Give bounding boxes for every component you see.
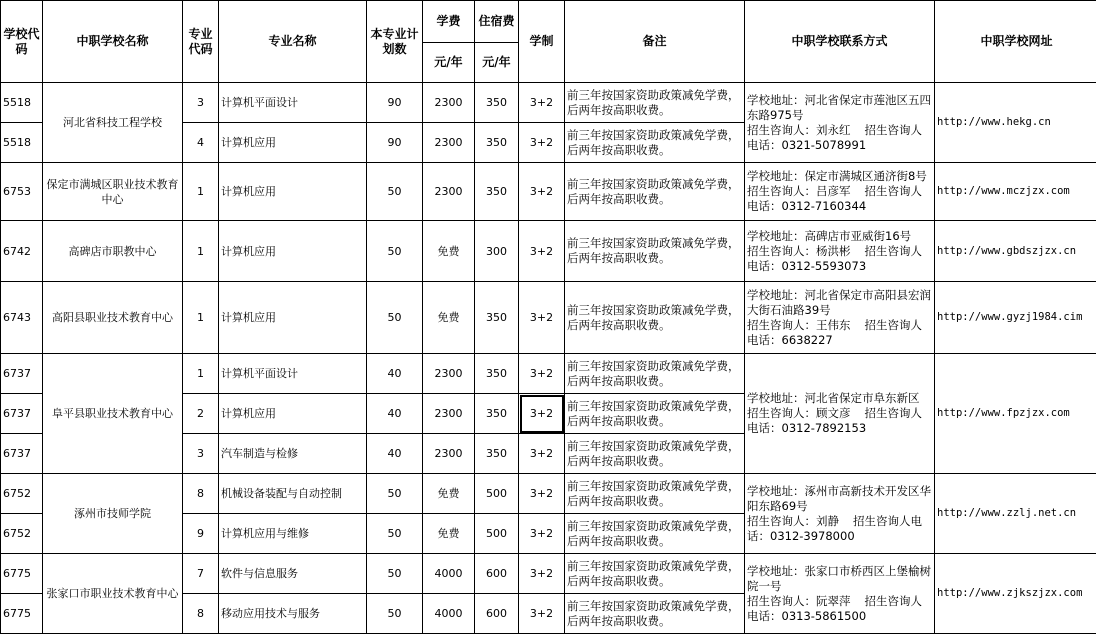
cell-lodging[interactable]: 350 <box>475 83 519 123</box>
contact-phone-label[interactable]: 招生咨询人电话： <box>747 317 922 347</box>
cell-length[interactable]: 3+2 <box>519 554 565 594</box>
contact-phone[interactable]: 0321-5078991 <box>781 137 867 152</box>
contact-address[interactable]: 学校地址：河北省保定市莲池区五四东路975号 <box>747 92 931 122</box>
header-lodging[interactable]: 住宿费 <box>475 1 519 43</box>
cell-note[interactable]: 前三年按国家资助政策减免学费，后两年按高职收费。 <box>565 554 745 594</box>
cell-length[interactable]: 3+2 <box>519 514 565 554</box>
cell-tuition[interactable]: 2300 <box>423 163 475 221</box>
header-major-name[interactable]: 专业名称 <box>219 1 367 83</box>
cell-school-code[interactable]: 6752 <box>1 474 43 514</box>
cell-tuition[interactable]: 4000 <box>423 554 475 594</box>
contact-address[interactable]: 学校地址：河北省保定市阜东新区 <box>747 391 920 405</box>
cell-plan[interactable]: 50 <box>367 163 423 221</box>
cell-contact[interactable] <box>745 163 935 221</box>
cell-school-code[interactable]: 6753 <box>1 163 43 221</box>
contact-person[interactable] <box>747 184 932 214</box>
cell-plan[interactable]: 40 <box>367 434 423 474</box>
cell-major-name[interactable]: 计算机应用与维修 <box>219 514 367 554</box>
contact-phone-label[interactable]: 招生咨询人电话： <box>747 406 922 435</box>
contact-person-name[interactable]: 招生咨询人：吕彦军 <box>747 184 851 198</box>
contact-phone[interactable]: 0312-3978000 <box>770 528 855 543</box>
cell-school-code[interactable]: 6737 <box>1 394 43 434</box>
cell-major-name[interactable]: 计算机应用 <box>219 394 367 434</box>
contact-person-name[interactable]: 招生咨询人：刘永红 <box>747 122 851 137</box>
cell-tuition[interactable]: 免费 <box>423 474 475 514</box>
cell-tuition[interactable]: 2300 <box>423 434 475 474</box>
contact-person[interactable] <box>747 514 932 544</box>
cell-major-name[interactable]: 机械设备装配与自动控制 <box>219 474 367 514</box>
cell-major-name[interactable]: 计算机平面设计 <box>219 83 367 123</box>
contact-person-name[interactable]: 招生咨询人：王伟东 <box>747 317 851 332</box>
contact-person-name[interactable]: 招生咨询人：阮翠萍 <box>747 593 851 608</box>
cell-plan[interactable]: 50 <box>367 221 423 282</box>
table-row <box>1 221 1096 282</box>
contact-phone[interactable]: 0312-7892153 <box>781 421 867 435</box>
cell-tuition[interactable]: 免费 <box>423 282 475 354</box>
contact-phone[interactable]: 6638227 <box>781 332 833 347</box>
header-tuition[interactable]: 学费 <box>423 1 475 43</box>
cell-major-code[interactable]: 1 <box>183 163 219 221</box>
cell-plan[interactable]: 90 <box>367 123 423 163</box>
header-note[interactable]: 备注 <box>565 1 745 83</box>
cell-school-name[interactable]: 高碑店市职教中心 <box>43 221 183 282</box>
contact-phone[interactable]: 0312-7160344 <box>781 199 867 213</box>
cell-major-code[interactable]: 9 <box>183 514 219 554</box>
cell-major-code[interactable]: 3 <box>183 434 219 474</box>
cell-note[interactable]: 前三年按国家资助政策减免学费，后两年按高职收费。 <box>565 394 745 434</box>
cell-website[interactable]: http://www.gbdszjzx.cn <box>935 221 1096 282</box>
cell-tuition[interactable]: 免费 <box>423 514 475 554</box>
cell-school-code[interactable]: 5518 <box>1 83 43 123</box>
cell-plan[interactable]: 50 <box>367 554 423 594</box>
cell-major-name[interactable]: 软件与信息服务 <box>219 554 367 594</box>
table-row <box>1 354 1096 394</box>
table-row <box>1 83 1096 123</box>
header-contact[interactable]: 中职学校联系方式 <box>745 1 935 83</box>
cell-lodging[interactable]: 500 <box>475 514 519 554</box>
cell-major-code[interactable]: 8 <box>183 474 219 514</box>
contact-person-name[interactable]: 招生咨询人：刘静 <box>747 513 839 528</box>
cell-tuition[interactable]: 2300 <box>423 394 475 434</box>
cell-tuition[interactable]: 4000 <box>423 594 475 634</box>
cell-tuition[interactable]: 2300 <box>423 83 475 123</box>
cell-major-name[interactable]: 计算机平面设计 <box>219 354 367 394</box>
cell-school-code[interactable]: 6742 <box>1 221 43 282</box>
cell-school-name[interactable]: 高阳县职业技术教育中心 <box>43 282 183 354</box>
contact-address[interactable]: 学校地址：张家口市桥西区上堡榆树院一号 <box>747 563 931 593</box>
contact-phone[interactable]: 0313-5861500 <box>781 608 867 623</box>
contact-address[interactable]: 学校地址：河北省保定市高阳县宏润大街石油路39号 <box>747 287 931 317</box>
cell-tuition[interactable]: 2300 <box>423 123 475 163</box>
cell-website[interactable]: http://www.zzlj.net.cn <box>935 474 1096 554</box>
cell-major-name[interactable]: 计算机应用 <box>219 221 367 282</box>
cell-note[interactable]: 前三年按国家资助政策减免学费，后两年按高职收费。 <box>565 354 745 394</box>
cell-lodging[interactable]: 600 <box>475 594 519 634</box>
cell-contact[interactable] <box>745 474 935 554</box>
cell-length[interactable]: 3+2 <box>519 83 565 123</box>
cell-major-name[interactable]: 计算机应用 <box>219 282 367 354</box>
cell-website[interactable]: http://www.mczjzx.com <box>935 163 1096 221</box>
cell-note[interactable]: 前三年按国家资助政策减免学费，后两年按高职收费。 <box>565 221 745 282</box>
contact-person[interactable] <box>747 318 932 348</box>
cell-school-code[interactable]: 5518 <box>1 123 43 163</box>
header-school-code[interactable]: 学校代码 <box>1 1 43 83</box>
cell-plan[interactable]: 50 <box>367 594 423 634</box>
contact-person[interactable] <box>747 594 932 624</box>
cell-note[interactable]: 前三年按国家资助政策减免学费，后两年按高职收费。 <box>565 594 745 634</box>
cell-contact[interactable] <box>745 221 935 282</box>
cell-major-code[interactable]: 8 <box>183 594 219 634</box>
cell-length[interactable]: 3+2 <box>519 434 565 474</box>
cell-major-code[interactable]: 1 <box>183 221 219 282</box>
cell-length[interactable]: 3+2 <box>519 394 565 434</box>
cell-major-name[interactable]: 计算机应用 <box>219 123 367 163</box>
contact-person[interactable] <box>747 406 932 436</box>
contact-address[interactable]: 学校地址：涿州市高新技术开发区华阳东路69号 <box>747 483 931 513</box>
cell-school-code[interactable]: 6752 <box>1 514 43 554</box>
header-website[interactable]: 中职学校网址 <box>935 1 1096 83</box>
cell-contact[interactable] <box>745 83 935 163</box>
cell-lodging[interactable]: 600 <box>475 554 519 594</box>
contact-person[interactable] <box>747 244 932 274</box>
cell-length[interactable]: 3+2 <box>519 221 565 282</box>
cell-plan[interactable]: 50 <box>367 282 423 354</box>
cell-website[interactable]: http://www.fpzjzx.com <box>935 354 1096 474</box>
table-row <box>1 163 1096 221</box>
cell-note[interactable]: 前三年按国家资助政策减免学费，后两年按高职收费。 <box>565 474 745 514</box>
cell-major-name[interactable]: 汽车制造与检修 <box>219 434 367 474</box>
cell-lodging[interactable]: 300 <box>475 221 519 282</box>
cell-tuition[interactable]: 2300 <box>423 354 475 394</box>
header-lodging-unit[interactable]: 元/年 <box>475 43 519 83</box>
cell-note[interactable]: 前三年按国家资助政策减免学费，后两年按高职收费。 <box>565 123 745 163</box>
table-row <box>1 554 1096 594</box>
cell-length[interactable]: 3+2 <box>519 474 565 514</box>
contact-address[interactable]: 学校地址：保定市满城区通济街8号 <box>747 169 927 183</box>
cell-school-code[interactable]: 6775 <box>1 554 43 594</box>
cell-website[interactable]: http://www.hekg.cn <box>935 83 1096 163</box>
cell-note[interactable]: 前三年按国家资助政策减免学费，后两年按高职收费。 <box>565 83 745 123</box>
contact-phone[interactable]: 0312-5593073 <box>781 258 867 273</box>
cell-contact[interactable] <box>745 554 935 634</box>
cell-length[interactable]: 3+2 <box>519 123 565 163</box>
header-length[interactable]: 学制 <box>519 1 565 83</box>
contact-person-name[interactable]: 招生咨询人：杨洪彬 <box>747 243 851 258</box>
cell-lodging[interactable]: 350 <box>475 163 519 221</box>
cell-note[interactable]: 前三年按国家资助政策减免学费，后两年按高职收费。 <box>565 514 745 554</box>
cell-school-name[interactable]: 阜平县职业技术教育中心 <box>43 354 183 474</box>
cell-plan[interactable]: 40 <box>367 354 423 394</box>
cell-lodging[interactable]: 500 <box>475 474 519 514</box>
cell-lodging[interactable]: 350 <box>475 282 519 354</box>
cell-major-code[interactable]: 1 <box>183 282 219 354</box>
cell-plan[interactable]: 90 <box>367 83 423 123</box>
cell-plan[interactable]: 50 <box>367 514 423 554</box>
cell-length[interactable]: 3+2 <box>519 354 565 394</box>
contact-person-name[interactable]: 招生咨询人：顾文彦 <box>747 406 851 420</box>
cell-lodging[interactable]: 350 <box>475 434 519 474</box>
cell-school-name[interactable]: 张家口市职业技术教育中心 <box>43 554 183 634</box>
contact-phone-label[interactable]: 招生咨询人电话： <box>747 122 922 152</box>
cell-school-name[interactable]: 河北省科技工程学校 <box>43 83 183 163</box>
cell-contact[interactable] <box>745 354 935 474</box>
table-row <box>1 282 1096 354</box>
contact-person[interactable] <box>747 123 932 153</box>
cell-lodging[interactable]: 350 <box>475 394 519 434</box>
cell-website[interactable]: http://www.gyzj1984.cim <box>935 282 1096 354</box>
contact-address[interactable]: 学校地址：高碑店市亚威街16号 <box>747 228 912 243</box>
header-plan[interactable]: 本专业计划数 <box>367 1 423 83</box>
cell-length[interactable]: 3+2 <box>519 282 565 354</box>
contact-phone-label[interactable]: 招生咨询人电话： <box>747 513 922 543</box>
cell-plan[interactable]: 50 <box>367 474 423 514</box>
cell-plan[interactable]: 40 <box>367 394 423 434</box>
contact-phone-label[interactable]: 招生咨询人电话： <box>747 243 922 273</box>
cell-school-code[interactable]: 6743 <box>1 282 43 354</box>
contact-phone-label[interactable]: 招生咨询人电话： <box>747 593 922 623</box>
header-school-name[interactable]: 中职学校名称 <box>43 1 183 83</box>
cell-major-code[interactable]: 4 <box>183 123 219 163</box>
cell-major-code[interactable]: 7 <box>183 554 219 594</box>
cell-school-name[interactable]: 涿州市技师学院 <box>43 474 183 554</box>
cell-major-name[interactable]: 计算机应用 <box>219 163 367 221</box>
contact-phone-label[interactable]: 招生咨询人电话： <box>747 184 922 213</box>
cell-major-code[interactable]: 3 <box>183 83 219 123</box>
cell-school-code[interactable]: 6737 <box>1 354 43 394</box>
cell-length[interactable]: 3+2 <box>519 594 565 634</box>
cell-note[interactable]: 前三年按国家资助政策减免学费，后两年按高职收费。 <box>565 282 745 354</box>
cell-school-code[interactable]: 6737 <box>1 434 43 474</box>
cell-major-name[interactable]: 移动应用技术与服务 <box>219 594 367 634</box>
cell-note[interactable]: 前三年按国家资助政策减免学费，后两年按高职收费。 <box>565 163 745 221</box>
cell-school-name[interactable]: 保定市满城区职业技术教育中心 <box>43 163 183 221</box>
header-tuition-unit[interactable]: 元/年 <box>423 43 475 83</box>
table-row <box>1 474 1096 514</box>
cell-website[interactable]: http://www.zjkszjzx.com <box>935 554 1096 634</box>
cell-length[interactable]: 3+2 <box>519 163 565 221</box>
header-major-code[interactable]: 专业代码 <box>183 1 219 83</box>
cell-lodging[interactable]: 350 <box>475 354 519 394</box>
cell-lodging[interactable]: 350 <box>475 123 519 163</box>
cell-contact[interactable] <box>745 282 935 354</box>
cell-tuition[interactable]: 免费 <box>423 221 475 282</box>
cell-major-code[interactable]: 1 <box>183 354 219 394</box>
cell-school-code[interactable]: 6775 <box>1 594 43 634</box>
cell-major-code[interactable]: 2 <box>183 394 219 434</box>
cell-note[interactable]: 前三年按国家资助政策减免学费，后两年按高职收费。 <box>565 434 745 474</box>
